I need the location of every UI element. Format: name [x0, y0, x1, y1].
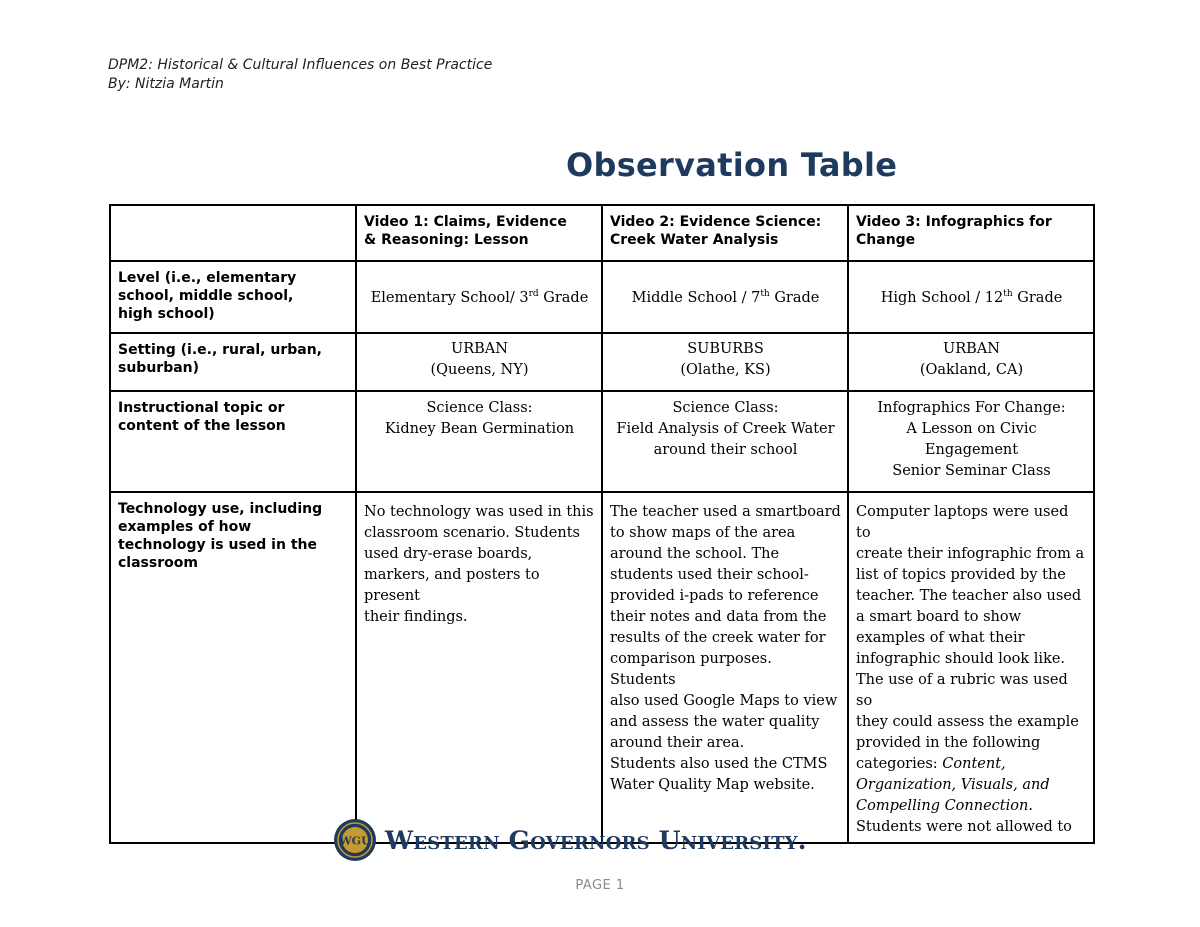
level-cell-video-3: High School / 12th Grade [848, 261, 1094, 333]
page-title: Observation Table [566, 146, 898, 184]
topic-cell-video-1: Science Class: Kidney Bean Germination [356, 391, 602, 492]
setting-cell-video-2: SUBURBS (Olathe, KS) [602, 333, 848, 391]
wgu-wordmark: Western Governors University. [385, 825, 807, 855]
row-label-topic: Instructional topic or content of the lesson [110, 391, 356, 492]
table-row-topic [110, 391, 1094, 492]
row-label-setting: Setting (i.e., rural, urban, suburban) [110, 333, 356, 391]
table-row-technology [110, 492, 1094, 843]
course-title: DPM2: Historical & Cultural Influences on Best Practice [108, 57, 493, 73]
technology-cell-video-1: No technology was used in this classroom scenario. Students used dry-erase boards, markers, and posters to present their findings. [356, 492, 602, 843]
topic-cell-video-2: Science Class: Field Analysis of Creek Water around their school [602, 391, 848, 492]
setting-cell-video-3: URBAN (Oakland, CA) [848, 333, 1094, 391]
table-row-level [110, 261, 1094, 333]
column-header-video-3: Video 3: Infographics for Change [848, 205, 1094, 261]
row-label-technology: Technology use, including examples of how technology is used in the classroom [110, 492, 356, 843]
observation-table [109, 204, 1095, 844]
svg-text:WGU: WGU [339, 834, 371, 848]
page-number: PAGE 1 [575, 878, 625, 893]
column-header-video-1: Video 1: Claims, Evidence & Reasoning: Lesson [356, 205, 602, 261]
level-cell-video-1: Elementary School/ 3rd Grade [356, 261, 602, 333]
topic-cell-video-3: Infographics For Change: A Lesson on Civic Engagement Senior Seminar Class [848, 391, 1094, 492]
row-label-level: Level (i.e., elementary school, middle school, high school) [110, 261, 356, 333]
author-line: By: Nitzia Martin [108, 76, 224, 92]
document-header [108, 56, 492, 94]
setting-cell-video-1: URBAN (Queens, NY) [356, 333, 602, 391]
level-cell-video-2: Middle School / 7th Grade [602, 261, 848, 333]
table-row-setting [110, 333, 1094, 391]
technology-cell-video-3: Computer laptops were used to create their infographic from a list of topics provided by the teacher. The teacher also used a smart board to show examples of what their infographic should look like. The use of a rubric was used so they could assess the example provided in the following categories: Content, Organization, Visuals, and Compelling Connection. Students were not allowed to [848, 492, 1094, 843]
wgu-seal-icon [333, 818, 377, 862]
wgu-logo [333, 818, 807, 862]
corner-cell [110, 205, 356, 261]
column-header-video-2: Video 2: Evidence Science: Creek Water Analysis [602, 205, 848, 261]
table-header-row [110, 205, 1094, 261]
technology-cell-video-2: The teacher used a smartboard to show maps of the area around the school. The students used their school- provided i-pads to reference their notes and data from the results of the creek water for comparison purposes. Students also used Google Maps to view and assess the water quality around their area. Students also used the CTMS Water Quality Map website. [602, 492, 848, 843]
